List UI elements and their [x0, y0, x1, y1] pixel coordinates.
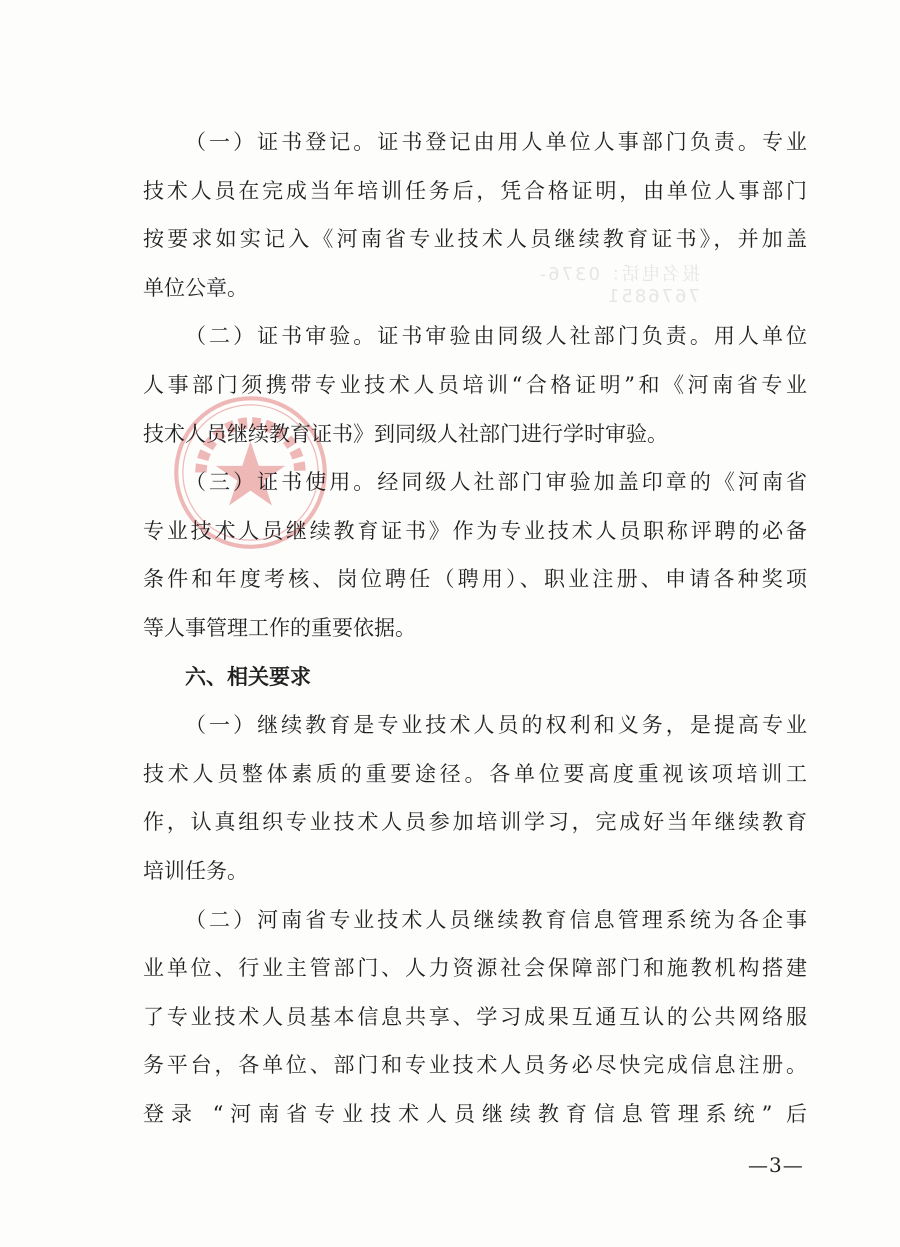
text-line: 登录 “河南省专业技术人员继续教育信息管理系统” 后 [143, 1101, 807, 1126]
text-line: （二）证书审验。证书审验由同级人社部门负责。用人单位 [185, 324, 807, 349]
text-line: （一）继续教育是专业技术人员的权利和义务，是提高专业 [185, 713, 807, 738]
text-line: 作，认真组织专业技术人员参加培训学习，完成好当年继续教育 [143, 810, 807, 835]
bleed-through-line: 报名电话：0376-7676851 [537, 264, 700, 307]
text-line: 培训任务。 [143, 858, 248, 883]
text-line: 等人事管理工作的重要依据。 [143, 615, 416, 640]
text-line: 人事部门须携带专业技术人员培训“合格证明”和《河南省专业 [143, 372, 807, 397]
text-line: 专业技术人员继续教育证书》作为专业技术人员职称评聘的必备 [143, 518, 807, 543]
section-heading: 六、相关要求 [185, 664, 311, 689]
text-line: （一）证书登记。证书登记由用人单位人事部门负责。专业 [185, 130, 807, 154]
text-line: 技术人员整体素质的重要途径。各单位要高度重视该项培训工 [143, 761, 807, 786]
text-line: 务平台，各单位、部门和专业技术人员务必尽快完成信息注册。 [143, 1053, 807, 1078]
text-line: 技术人员在完成当年培训任务后，凭合格证明，由单位人事部门 [143, 178, 807, 203]
text-line: 业单位、行业主管部门、人力资源社会保障部门和施教机构搭建 [143, 956, 807, 981]
page-number: —3— [748, 1153, 804, 1177]
text-line: （三）证书使用。经同级人社部门审验加盖印章的《河南省 [185, 470, 807, 495]
text-line: （二）河南省专业技术人员继续教育信息管理系统为各企事 [185, 907, 807, 932]
text-line: 条件和年度考核、岗位聘任（聘用）、职业注册、申请各种奖项 [143, 567, 807, 592]
text-line: 单位公章。 [143, 275, 248, 300]
document-body [143, 118, 807, 1138]
text-line: 按要求如实记入《河南省专业技术人员继续教育证书》，并加盖 [143, 227, 807, 252]
text-line: 技术人员继续教育证书》到同级人社部门进行学时审验。 [143, 421, 668, 446]
text-line: 了专业技术人员基本信息共享、学习成果互通互认的公共网络服 [143, 1004, 807, 1029]
